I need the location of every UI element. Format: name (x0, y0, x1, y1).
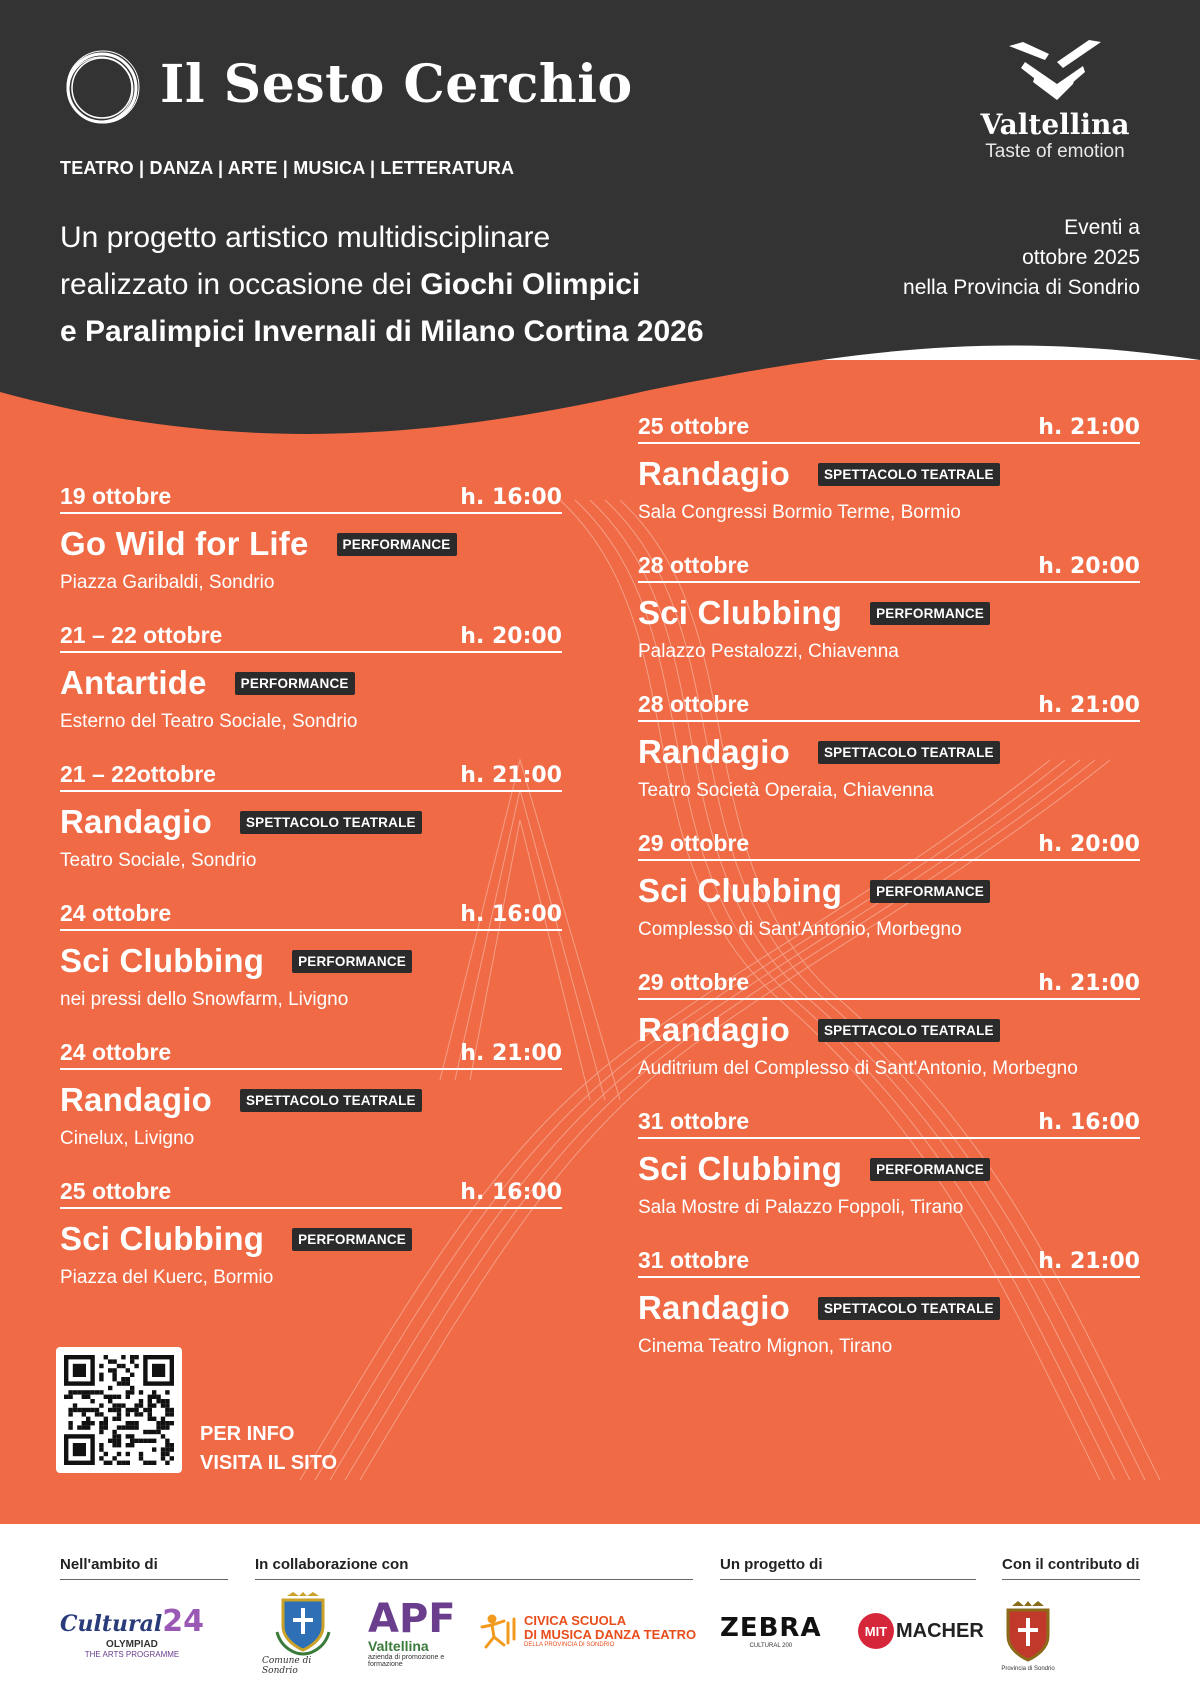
event-location: nei pressi dello Snowfarm, Livigno (60, 989, 349, 1010)
sesto-cerchio-logo-icon (60, 46, 144, 130)
event-time: h. 16:00 (460, 1180, 562, 1205)
zebra-logo-box (720, 1613, 822, 1649)
event-title-row (60, 1080, 562, 1120)
event-header (60, 1178, 562, 1209)
intro-text (60, 214, 780, 355)
provincia-sondrio-logo (1000, 1586, 1070, 1686)
zebra-sub-text: CULTURAL 200 (749, 1643, 793, 1649)
footer-group-contributo (1002, 1556, 1140, 1580)
event-header (60, 622, 562, 653)
event-date: 24 ottobre (60, 900, 172, 926)
event-title-row (638, 1288, 1140, 1328)
event-category-badge: SPETTACOLO TEATRALE (818, 741, 1000, 764)
event-time: h. 21:00 (460, 1041, 562, 1066)
event-time: h. 20:00 (1038, 832, 1140, 857)
event-time: h. 16:00 (460, 902, 562, 927)
event-date: 29 ottobre (638, 969, 750, 995)
event-location: Esterno del Teatro Sociale, Sondrio (60, 711, 358, 732)
event-title-row (60, 1219, 562, 1259)
zebra-text: ZEBRA (720, 1613, 822, 1643)
event-title-row (60, 941, 562, 981)
brand-tagline: Taste of emotion (985, 141, 1125, 162)
event-title-row (638, 1010, 1140, 1050)
event-date: 31 ottobre (638, 1108, 750, 1134)
event-time: h. 16:00 (1038, 1110, 1140, 1135)
event-location: Sala Mostre di Palazzo Foppoli, Tirano (638, 1197, 964, 1218)
event-time: h. 21:00 (1038, 1249, 1140, 1274)
valtellina-logo-icon (1005, 40, 1105, 104)
valtellina-brand (970, 40, 1140, 163)
footer-label-contributo: Con il contributo di (1002, 1556, 1140, 1580)
event-item (638, 1108, 1140, 1219)
civica-line-1: CIVICA SCUOLA (524, 1613, 627, 1628)
apf-desc-text: azienda di promozione e formazione (368, 1654, 445, 1668)
event-item (638, 830, 1140, 941)
event-item (638, 691, 1140, 802)
event-category-badge: SPETTACOLO TEATRALE (818, 1019, 1000, 1042)
footer-label-collab: In collaborazione con (255, 1556, 693, 1580)
event-location: Palazzo Pestalozzi, Chiavenna (638, 641, 899, 662)
footer-label-ambito: Nell'ambito di (60, 1556, 228, 1580)
arts-programme-text: THE ARTS PROGRAMME (84, 1649, 180, 1659)
event-date: 31 ottobre (638, 1247, 750, 1273)
footer-group-progetto (720, 1556, 976, 1580)
disciplines-list: TEATRO | DANZA | ARTE | MUSICA | LETTERATURA (60, 158, 515, 178)
cultural-olympiad-logo (60, 1586, 230, 1676)
event-location: Complesso di Sant'Antonio, Morbegno (638, 919, 962, 940)
civica-scuola-logo (478, 1586, 698, 1676)
event-location: Cinelux, Livigno (60, 1128, 195, 1149)
event-item (60, 1039, 562, 1150)
event-title: Randagio (60, 803, 212, 840)
event-header (638, 830, 1140, 861)
info-line-1: PER INFO (200, 1423, 295, 1445)
macher-text: MACHER (896, 1619, 984, 1642)
event-header (60, 1039, 562, 1070)
event-date: 28 ottobre (638, 691, 750, 717)
comune-sondrio-logo-box (262, 1592, 344, 1676)
event-title: Randagio (638, 1289, 790, 1326)
event-location: Teatro Sociale, Sondrio (60, 850, 257, 871)
event-item (638, 1247, 1140, 1358)
event-title-row (60, 524, 562, 564)
event-title-row (638, 1149, 1140, 1189)
event-title-row (638, 593, 1140, 633)
event-title-row (60, 663, 562, 703)
event-header (638, 1247, 1140, 1278)
apf-sub-text: Valtellina (368, 1638, 429, 1654)
event-item (60, 900, 562, 1011)
event-category-badge: PERFORMANCE (235, 672, 355, 695)
event-item (60, 761, 562, 872)
provincia-crest-icon (1000, 1600, 1056, 1666)
cultural-24-text: 24 (162, 1603, 204, 1639)
intro-line-2-b: Giochi Olimpici (420, 268, 641, 301)
provincia-text: Provincia di Sondrio (1001, 1666, 1055, 1672)
intro-line-2-a: realizzato in occasione dei (60, 268, 421, 301)
qr-code-icon (64, 1355, 174, 1465)
cultural-text: Cultural (60, 1610, 163, 1637)
event-time: h. 20:00 (1038, 554, 1140, 579)
event-category-badge: PERFORMANCE (292, 1228, 412, 1251)
intro-line-3 (60, 308, 780, 355)
event-location: Piazza del Kuerc, Bormio (60, 1267, 274, 1288)
event-title: Randagio (638, 1011, 790, 1048)
event-item (638, 552, 1140, 663)
qr-code[interactable] (56, 1347, 182, 1473)
event-category-badge: PERFORMANCE (870, 880, 990, 903)
footer (0, 1524, 1200, 1700)
event-item (638, 413, 1140, 524)
footer-label-progetto: Un progetto di (720, 1556, 976, 1580)
civica-line-3: DELLA PROVINCIA DI SONDRIO (524, 1642, 615, 1648)
event-date: 21 – 22ottobre (60, 761, 216, 787)
brand-name: Valtellina (980, 108, 1130, 141)
event-category-badge: PERFORMANCE (870, 1158, 990, 1181)
mitmacher-logo-box (858, 1613, 984, 1649)
events-note (840, 213, 1140, 303)
event-title: Sci Clubbing (638, 594, 843, 631)
mitmacher-logo (858, 1586, 984, 1676)
civica-text (524, 1614, 696, 1648)
footer-group-ambito (60, 1556, 228, 1580)
event-item (60, 1178, 562, 1289)
event-date: 29 ottobre (638, 830, 750, 856)
event-date: 25 ottobre (638, 413, 750, 439)
event-header (638, 552, 1140, 583)
event-item (60, 622, 562, 733)
event-time: h. 21:00 (1038, 415, 1140, 440)
event-title-row (638, 732, 1140, 772)
events-note-line-3: nella Provincia di Sondrio (903, 276, 1140, 299)
mit-text: MIT (858, 1613, 894, 1649)
event-header (60, 900, 562, 931)
info-line-2: VISITA IL SITO (200, 1452, 338, 1474)
event-item (638, 969, 1140, 1080)
event-title-row (638, 871, 1140, 911)
comune-sondrio-logo (262, 1586, 344, 1682)
event-title: Sci Clubbing (60, 942, 265, 979)
civica-dancer-icon (478, 1613, 518, 1649)
event-date: 24 ottobre (60, 1039, 172, 1065)
event-title: Randagio (638, 733, 790, 770)
cultural-olympiad-logo-box (60, 1604, 204, 1659)
event-date: 28 ottobre (638, 552, 750, 578)
intro-line-1: Un progetto artistico multidisciplinare (60, 221, 551, 254)
event-header (60, 483, 562, 514)
event-location: Cinema Teatro Mignon, Tirano (638, 1336, 893, 1357)
event-category-badge: SPETTACOLO TEATRALE (818, 463, 1000, 486)
event-title: Randagio (60, 1081, 212, 1118)
footer-group-collab (255, 1556, 693, 1580)
apf-text: APF (368, 1596, 456, 1642)
events-note-line-1: Eventi a (1064, 216, 1140, 239)
provincia-logo-box (1000, 1600, 1056, 1672)
event-time: h. 21:00 (1038, 971, 1140, 996)
event-location: Teatro Società Operaia, Chiavenna (638, 780, 934, 801)
apf-logo-box (368, 1596, 456, 1668)
event-title: Sci Clubbing (638, 1150, 843, 1187)
event-location: Piazza Garibaldi, Sondrio (60, 572, 275, 593)
event-time: h. 21:00 (1038, 693, 1140, 718)
event-date: 25 ottobre (60, 1178, 172, 1204)
event-header (60, 761, 562, 792)
event-item (60, 483, 562, 594)
event-category-badge: SPETTACOLO TEATRALE (240, 811, 422, 834)
event-category-badge: PERFORMANCE (870, 602, 990, 625)
event-header (638, 413, 1140, 444)
comune-crest-icon (273, 1592, 333, 1656)
event-time: h. 20:00 (460, 624, 562, 649)
event-header (638, 1108, 1140, 1139)
page-title: Il Sesto Cerchio (160, 54, 633, 115)
event-category-badge: SPETTACOLO TEATRALE (818, 1297, 1000, 1320)
cultural-olympiad-wordmark (60, 1604, 204, 1639)
event-header (638, 691, 1140, 722)
event-header (638, 969, 1140, 1000)
event-title-row (638, 454, 1140, 494)
event-category-badge: PERFORMANCE (337, 533, 457, 556)
comune-text: Comune di Sondrio (262, 1656, 312, 1676)
event-time: h. 21:00 (460, 763, 562, 788)
event-date: 19 ottobre (60, 483, 172, 509)
event-date: 21 – 22 ottobre (60, 622, 223, 648)
event-category-badge: SPETTACOLO TEATRALE (240, 1089, 422, 1112)
event-location: Sala Congressi Bormio Terme, Bormio (638, 502, 961, 523)
events-note-line-2: ottobre 2025 (1022, 246, 1140, 269)
event-title: Sci Clubbing (60, 1220, 265, 1257)
zebra-logo (720, 1586, 845, 1676)
olympiad-text: OLYMPIAD (106, 1638, 158, 1650)
info-cta[interactable] (200, 1420, 337, 1478)
event-title: Randagio (638, 455, 790, 492)
intro-line-3-text: e Paralimpici Invernali di Milano Cortina 2026 (60, 315, 704, 348)
event-time: h. 16:00 (460, 485, 562, 510)
event-title: Sci Clubbing (638, 872, 843, 909)
event-title-row (60, 802, 562, 842)
apf-logo (368, 1586, 458, 1682)
event-title: Antartide (60, 664, 207, 701)
event-title: Go Wild for Life (60, 525, 309, 562)
event-category-badge: PERFORMANCE (292, 950, 412, 973)
event-location: Auditrium del Complesso di Sant'Antonio, Morbegno (638, 1058, 1078, 1079)
intro-line-2 (60, 261, 780, 308)
civica-line-2: DI MUSICA DANZA TEATRO (524, 1627, 697, 1642)
